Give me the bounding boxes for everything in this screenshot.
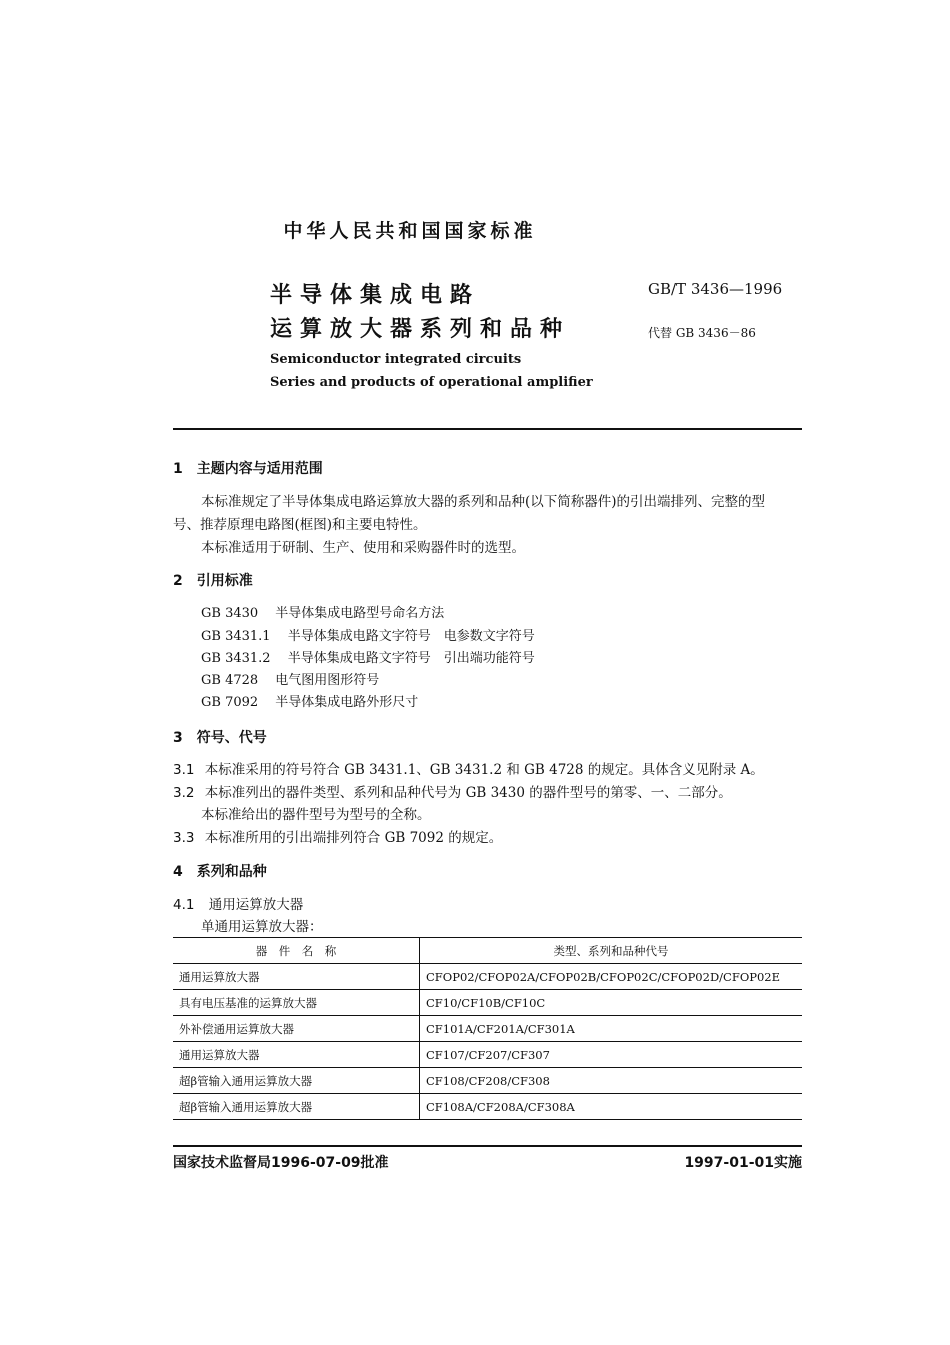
clause-3-3 bbox=[173, 826, 502, 846]
clause-4-1 bbox=[173, 893, 303, 913]
device-name-cell: 超β管输入通用运算放大器 bbox=[173, 1094, 420, 1120]
clause-text: 通用运算放大器 bbox=[208, 897, 304, 913]
section-4-heading: 4 系列和品种 bbox=[173, 864, 267, 880]
header-rule bbox=[173, 428, 802, 430]
clause-text: 本标准列出的器件类型、系列和品种代号为 GB 3430 的器件型号的第零、一、二部分。 bbox=[204, 785, 732, 801]
section-1-para-1-line-2: 号、推荐原理电路图(框图)和主要电特性。 bbox=[173, 517, 427, 533]
title-cn-line1: 半导体集成电路 bbox=[270, 283, 481, 308]
reference-title: 半导体集成电路外形尺寸 bbox=[275, 695, 419, 710]
reference-code: GB 3431.1 bbox=[201, 629, 271, 644]
table-row bbox=[173, 990, 802, 1016]
reference-item bbox=[201, 691, 418, 710]
reference-title: 半导体集成电路文字符号 电参数文字符号 bbox=[287, 629, 535, 644]
reference-code: GB 3430 bbox=[201, 606, 259, 621]
title-en-line1: Semiconductor integrated circuits bbox=[270, 352, 522, 367]
device-code-cell: CF108/CF208/CF308 bbox=[420, 1068, 803, 1094]
clause-number: 3.2 bbox=[173, 785, 195, 801]
clause-3-2-continued: 本标准给出的器件型号为型号的全称。 bbox=[201, 807, 431, 823]
device-code-cell: CF108A/CF208A/CF308A bbox=[420, 1094, 803, 1120]
title-en-line2: Series and products of operational amplifier bbox=[270, 375, 593, 390]
device-name-cell: 外补偿通用运算放大器 bbox=[173, 1016, 420, 1042]
clause-text: 本标准所用的引出端排列符合 GB 7092 的规定。 bbox=[204, 830, 503, 846]
section-1-heading: 1 主题内容与适用范围 bbox=[173, 461, 323, 477]
table-row bbox=[173, 1068, 802, 1094]
clause-text: 本标准采用的符号符合 GB 3431.1、GB 3431.2 和 GB 4728 的规定。具体含义见附录 A。 bbox=[204, 762, 764, 778]
clause-number: 3.1 bbox=[173, 762, 195, 778]
reference-item bbox=[201, 625, 535, 644]
device-code-cell: CF101A/CF201A/CF301A bbox=[420, 1016, 803, 1042]
reference-code: GB 4728 bbox=[201, 673, 259, 688]
effective-date: 1997-01-01实施 bbox=[684, 1155, 802, 1171]
device-name-cell: 通用运算放大器 bbox=[173, 1042, 420, 1068]
replaces-note: 代替 GB 3436－86 bbox=[648, 326, 756, 340]
clause-3-1 bbox=[173, 758, 764, 778]
device-code-cell: CFOP02/CFOP02A/CFOP02B/CFOP02C/CFOP02D/CFOP02E bbox=[420, 964, 803, 990]
reference-code: GB 3431.2 bbox=[201, 651, 271, 666]
standard-title: 中华人民共和国国家标准 bbox=[283, 220, 537, 242]
clause-number: 3.3 bbox=[173, 830, 195, 846]
title-cn-line2: 运算放大器系列和品种 bbox=[270, 317, 571, 342]
section-1-para-1-line-1: 本标准规定了半导体集成电路运算放大器的系列和品种(以下简称器件)的引出端排列、完整的型 bbox=[201, 494, 766, 510]
standard-code: GB/T 3436—1996 bbox=[648, 280, 783, 298]
reference-item bbox=[201, 669, 379, 688]
reference-title: 半导体集成电路型号命名方法 bbox=[275, 606, 445, 621]
table-row bbox=[173, 1042, 802, 1068]
device-name-cell: 通用运算放大器 bbox=[173, 964, 420, 990]
series-table bbox=[173, 937, 802, 1120]
device-code-cell: CF107/CF207/CF307 bbox=[420, 1042, 803, 1068]
reference-code: GB 7092 bbox=[201, 695, 259, 710]
section-2-heading: 2 引用标准 bbox=[173, 573, 253, 589]
footer-rule bbox=[173, 1145, 802, 1147]
table-header-row bbox=[173, 938, 802, 964]
reference-title: 半导体集成电路文字符号 引出端功能符号 bbox=[287, 651, 535, 666]
reference-item bbox=[201, 602, 444, 621]
clause-number: 4.1 bbox=[173, 897, 195, 913]
table-row bbox=[173, 1016, 802, 1042]
column-header-device-name: 器 件 名 称 bbox=[173, 938, 420, 964]
approval-date: 国家技术监督局1996-07-09批准 bbox=[173, 1155, 389, 1171]
section-3-heading: 3 符号、代号 bbox=[173, 730, 267, 746]
device-name-cell: 具有电压基准的运算放大器 bbox=[173, 990, 420, 1016]
column-header-code: 类型、系列和品种代号 bbox=[420, 938, 803, 964]
table-row bbox=[173, 1094, 802, 1120]
reference-item bbox=[201, 647, 535, 666]
table-row bbox=[173, 964, 802, 990]
reference-title: 电气图用图形符号 bbox=[275, 673, 380, 688]
device-code-cell: CF10/CF10B/CF10C bbox=[420, 990, 803, 1016]
clause-3-2 bbox=[173, 781, 732, 801]
table-caption: 单通用运算放大器： bbox=[201, 919, 323, 935]
section-1-para-2: 本标准适用于研制、生产、使用和采购器件时的选型。 bbox=[201, 540, 525, 556]
device-name-cell: 超β管输入通用运算放大器 bbox=[173, 1068, 420, 1094]
